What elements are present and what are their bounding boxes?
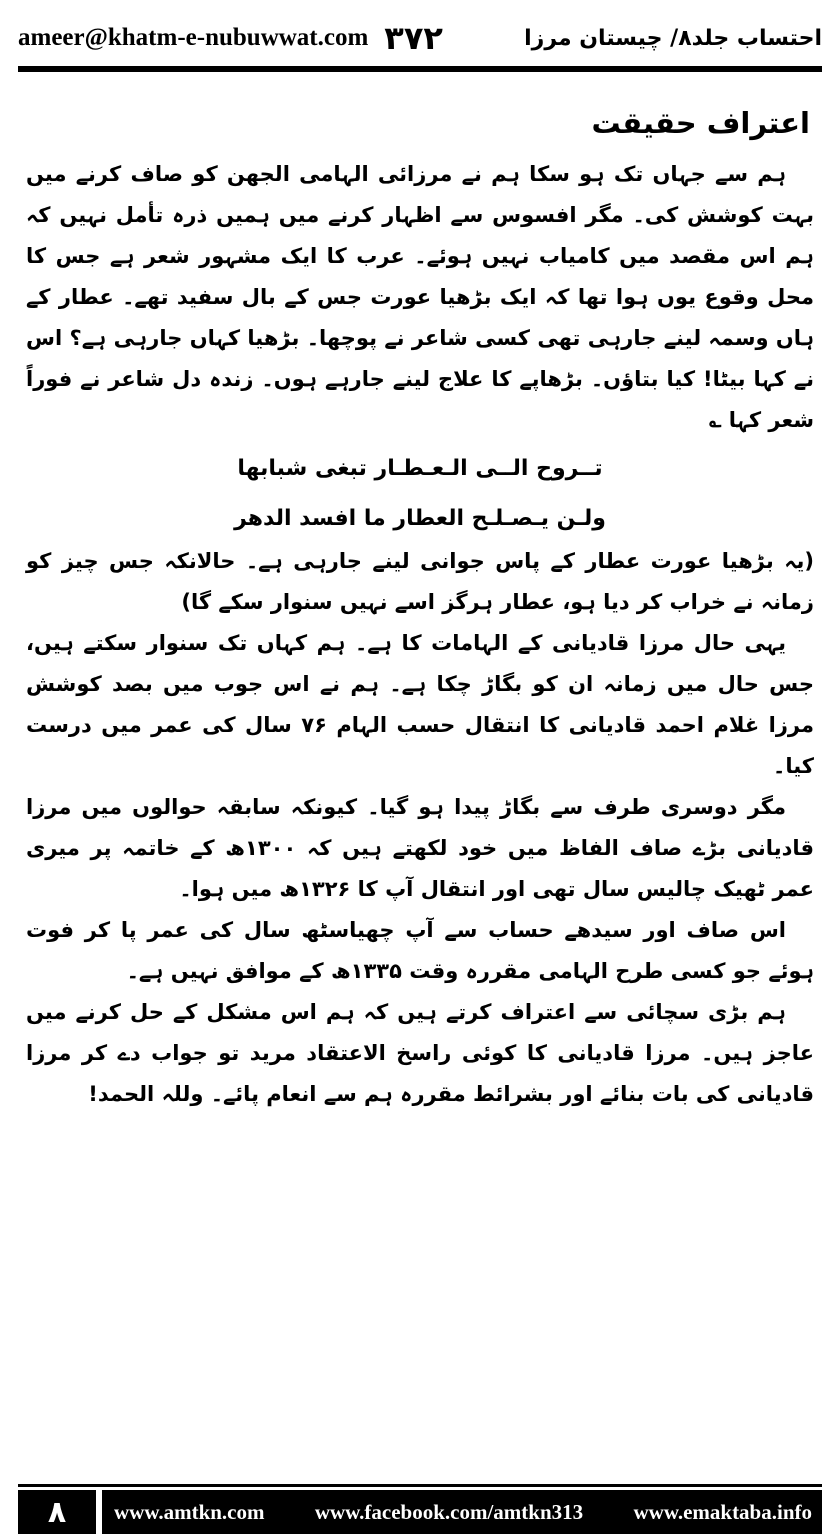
- section-heading: اعتراف حقیقت: [591, 106, 810, 140]
- footer-link-emaktaba[interactable]: www.emaktaba.info: [633, 1499, 812, 1524]
- paragraph-4: مگر دوسری طرف سے بگاڑ پیدا ہو گیا۔ کیونکہ سابقہ حوالوں میں مرزا قادیانی بڑے صاف الفاظ میں خود لکھتے ہیں کہ ۱۳۰۰ھ کے خاتمہ پر میری عمر ٹھیک چالیس سال تھی اور انتقال آپ کا ۱۳۲۶ھ میں ہوا۔: [26, 795, 814, 901]
- paragraph-3: یہی حال مرزا قادیانی کے الہامات کا ہے۔ ہم کہاں تک سنوار سکتے ہیں، جس حال میں زمانہ ان کو بگاڑ چکا ہے۔ ہم نے اس جوب میں بصد کوشش مرزا غلام احمد قادیانی کا انتقال حسب الہام ۷۶ سال کی عمر میں درست کیا۔: [26, 631, 814, 778]
- paragraph-5: اس صاف اور سیدھے حساب سے آپ چھیاسٹھ سال کی عمر پا کر فوت ہوئے جو کسی طرح الہامی مقررہ وقت ۱۳۳۵ھ کے موافق نہیں ہے۔: [26, 918, 814, 983]
- footer-links: [96, 1500, 822, 1525]
- page-header: [18, 14, 822, 62]
- verse-line-1: تــروح الــی الـعـطـار تبغی شبابها: [237, 456, 603, 481]
- header-left: [18, 19, 443, 57]
- paragraph-6: ہم بڑی سچائی سے اعتراف کرتے ہیں کہ ہم اس مشکل کے حل کرنے میں عاجز ہیں۔ مرزا قادیانی کا کوئی راسخ الاعتقاد مرید تو جواب دے کر مرزا قادیانی کی بات بنائے اور بشرائط مقررہ ہم سے انعام پائے۔ وللہ الحمد!: [26, 1000, 814, 1106]
- header-rule: [18, 66, 822, 72]
- chapter-number: ۸: [18, 1490, 96, 1534]
- verse-line-2: ولـن یـصـلـح العطار ما افسد الدهر: [234, 506, 606, 531]
- footer-link-amtkn[interactable]: www.amtkn.com: [114, 1499, 265, 1524]
- page-body: [26, 92, 814, 1115]
- header-email: ameer@khatm-e-nubuwwat.com: [18, 24, 369, 51]
- paragraph-2: (یہ بڑھیا عورت عطار کے پاس جوانی لینے جارہی ہے۔ حالانکہ جس چیز کو زمانہ نے خراب کر دیا ہو، عطار ہرگز اسے نہیں سنوار سکے گا): [26, 549, 814, 614]
- page-footer: [18, 1490, 822, 1534]
- footer-rule: [18, 1484, 822, 1487]
- footer-link-facebook[interactable]: www.facebook.com/amtkn313: [314, 1499, 584, 1524]
- book-title: احتساب جلد۸/ چیستان مرزا: [524, 25, 822, 51]
- page-number: ۳۷۲: [384, 19, 443, 57]
- paragraph-1: ہم سے جہاں تک ہو سکا ہم نے مرزائی الہامی الجھن کو صاف کرنے میں بہت کوشش کی۔ مگر افسوس سے اظہار کرنے میں ہمیں ذرہ تأمل نہیں کہ ہم اس مقصد میں کامیاب نہیں ہوئے۔ عرب کا ایک مشہور شعر ہے جس کا محل وقوع یوں ہوا تھا کہ ایک بڑھیا عورت جس کے بال سفید تھے۔ عطار کے ہاں وسمہ لینے جارہی تھی کسی شاعر نے پوچھا۔ بڑھیا کہاں جارہی ہے؟ اس نے کہا بیٹا! کیا بتاؤں۔ بڑھاپے کا علاج لینے جارہے ہوں۔ زندہ دل شاعر نے فوراً شعر کہا ؎: [26, 162, 814, 432]
